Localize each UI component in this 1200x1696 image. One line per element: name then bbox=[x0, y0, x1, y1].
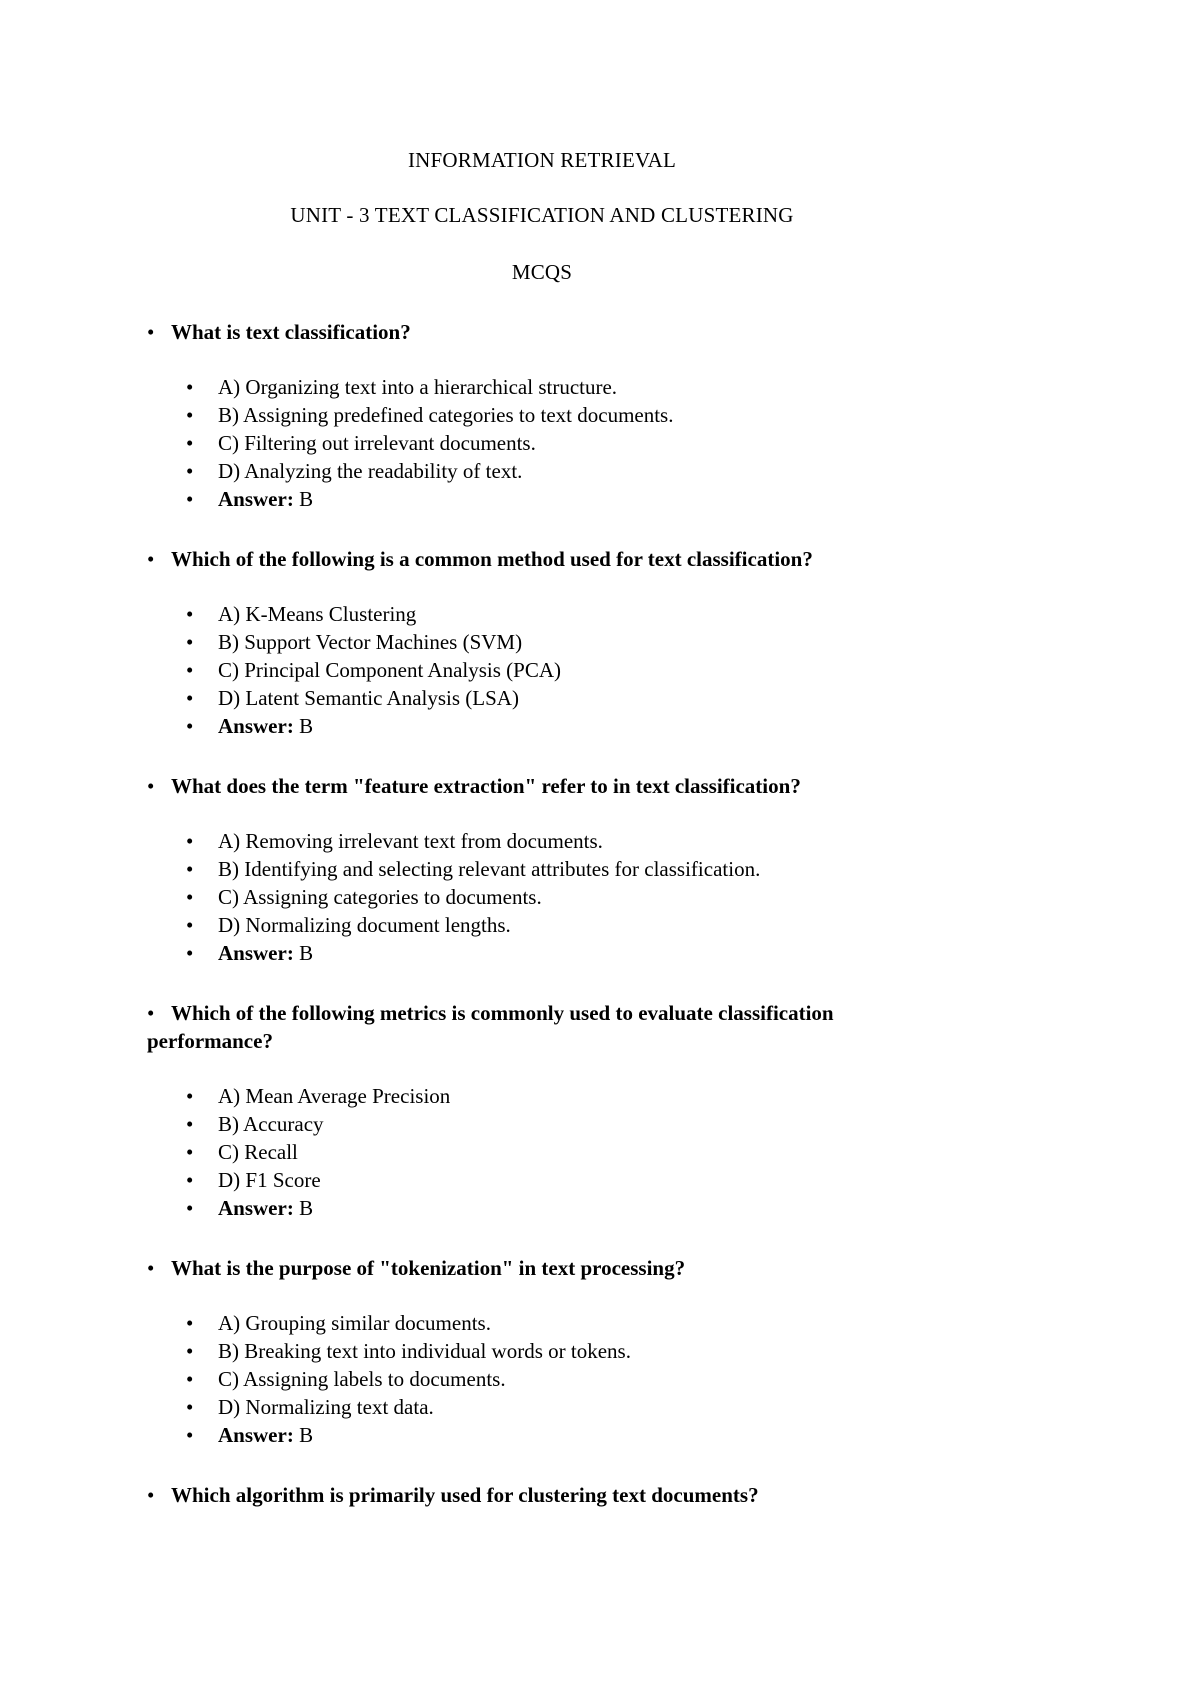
option-c bbox=[186, 1138, 450, 1166]
option-a bbox=[186, 600, 561, 628]
option-text: B) Assigning predefined categories to text documents. bbox=[218, 403, 674, 427]
bullet-icon: • bbox=[147, 774, 155, 798]
bullet-icon: • bbox=[186, 1395, 194, 1419]
question-text: Which of the following metrics is commonly used to evaluate classification performance? bbox=[147, 1001, 839, 1053]
option-a bbox=[186, 1082, 450, 1110]
bullet-icon: • bbox=[186, 941, 194, 965]
section-heading: MCQS bbox=[511, 260, 573, 284]
question-6 bbox=[147, 1481, 967, 1509]
bullet-icon: • bbox=[186, 1196, 194, 1220]
answer-line bbox=[186, 1421, 631, 1449]
question-2 bbox=[147, 545, 967, 573]
option-text: A) Removing irrelevant text from documents. bbox=[218, 829, 603, 853]
option-text: B) Support Vector Machines (SVM) bbox=[218, 630, 523, 654]
answer-label: Answer: bbox=[218, 714, 294, 738]
bullet-icon: • bbox=[186, 375, 194, 399]
option-d bbox=[186, 1166, 450, 1194]
option-b bbox=[186, 401, 673, 429]
option-d bbox=[186, 684, 561, 712]
bullet-icon: • bbox=[186, 431, 194, 455]
option-d bbox=[186, 911, 760, 939]
answer-value: B bbox=[293, 941, 314, 965]
option-text: B) Identifying and selecting relevant attributes for classification. bbox=[218, 857, 761, 881]
option-text: B) Breaking text into individual words or tokens. bbox=[218, 1339, 631, 1363]
option-text: D) Latent Semantic Analysis (LSA) bbox=[218, 686, 519, 710]
option-text: A) Mean Average Precision bbox=[218, 1084, 451, 1108]
subject-heading: INFORMATION RETRIEVAL bbox=[407, 148, 677, 172]
option-b bbox=[186, 628, 561, 656]
option-text: A) K-Means Clustering bbox=[218, 602, 417, 626]
option-text: D) Analyzing the readability of text. bbox=[218, 459, 523, 483]
question-text: Which of the following is a common method used for text classification? bbox=[171, 547, 813, 571]
bullet-icon: • bbox=[186, 487, 194, 511]
option-text: B) Accuracy bbox=[218, 1112, 324, 1136]
option-text: A) Organizing text into a hierarchical structure. bbox=[218, 375, 618, 399]
bullet-icon: • bbox=[186, 459, 194, 483]
bullet-icon: • bbox=[186, 1112, 194, 1136]
bullet-icon: • bbox=[147, 547, 155, 571]
option-b bbox=[186, 1110, 450, 1138]
option-text: C) Assigning labels to documents. bbox=[218, 1367, 506, 1391]
option-text: D) F1 Score bbox=[218, 1168, 321, 1192]
question-text: Which algorithm is primarily used for clustering text documents? bbox=[171, 1483, 759, 1507]
bullet-icon: • bbox=[186, 1423, 194, 1447]
option-text: D) Normalizing document lengths. bbox=[218, 913, 511, 937]
answer-label: Answer: bbox=[218, 1196, 294, 1220]
answer-value: B bbox=[293, 487, 314, 511]
option-a bbox=[186, 373, 673, 401]
bullet-icon: • bbox=[186, 714, 194, 738]
question-text: What does the term "feature extraction" refer to in text classification? bbox=[171, 774, 801, 798]
bullet-icon: • bbox=[186, 913, 194, 937]
answer-line bbox=[186, 1194, 450, 1222]
question-4 bbox=[147, 999, 947, 1055]
answer-line bbox=[186, 712, 561, 740]
option-text: C) Filtering out irrelevant documents. bbox=[218, 431, 536, 455]
bullet-icon: • bbox=[186, 602, 194, 626]
options-list-1 bbox=[186, 373, 673, 513]
bullet-icon: • bbox=[186, 630, 194, 654]
option-text: C) Assigning categories to documents. bbox=[218, 885, 542, 909]
options-list-3 bbox=[186, 827, 760, 967]
option-text: C) Recall bbox=[218, 1140, 298, 1164]
option-text: D) Normalizing text data. bbox=[218, 1395, 434, 1419]
question-1 bbox=[147, 318, 967, 346]
question-3 bbox=[147, 772, 967, 800]
bullet-icon: • bbox=[147, 320, 155, 344]
bullet-icon: • bbox=[186, 885, 194, 909]
bullet-icon: • bbox=[186, 1367, 194, 1391]
question-text: What is text classification? bbox=[171, 320, 411, 344]
answer-label: Answer: bbox=[218, 487, 294, 511]
bullet-icon: • bbox=[186, 829, 194, 853]
option-text: A) Grouping similar documents. bbox=[218, 1311, 491, 1335]
question-text: What is the purpose of "tokenization" in text processing? bbox=[171, 1256, 686, 1280]
option-c bbox=[186, 656, 561, 684]
bullet-icon: • bbox=[186, 686, 194, 710]
options-list-4 bbox=[186, 1082, 450, 1222]
answer-line bbox=[186, 939, 760, 967]
unit-heading: UNIT - 3 TEXT CLASSIFICATION AND CLUSTERING bbox=[290, 203, 794, 227]
bullet-icon: • bbox=[186, 658, 194, 682]
option-c bbox=[186, 1365, 631, 1393]
bullet-icon: • bbox=[147, 1256, 155, 1280]
bullet-icon: • bbox=[186, 403, 194, 427]
bullet-icon: • bbox=[186, 857, 194, 881]
option-b bbox=[186, 855, 760, 883]
question-5 bbox=[147, 1254, 967, 1282]
options-list-2 bbox=[186, 600, 561, 740]
bullet-icon: • bbox=[186, 1084, 194, 1108]
option-c bbox=[186, 429, 673, 457]
bullet-icon: • bbox=[186, 1311, 194, 1335]
answer-value: B bbox=[293, 714, 314, 738]
answer-label: Answer: bbox=[218, 1423, 294, 1447]
answer-line bbox=[186, 485, 673, 513]
option-a bbox=[186, 827, 760, 855]
answer-label: Answer: bbox=[218, 941, 294, 965]
options-list-5 bbox=[186, 1309, 631, 1449]
option-text: C) Principal Component Analysis (PCA) bbox=[218, 658, 561, 682]
bullet-icon: • bbox=[186, 1339, 194, 1363]
answer-value: B bbox=[293, 1196, 314, 1220]
bullet-icon: • bbox=[186, 1140, 194, 1164]
option-c bbox=[186, 883, 760, 911]
bullet-icon: • bbox=[186, 1168, 194, 1192]
option-b bbox=[186, 1337, 631, 1365]
bullet-icon: • bbox=[147, 1001, 155, 1025]
option-d bbox=[186, 457, 673, 485]
option-a bbox=[186, 1309, 631, 1337]
option-d bbox=[186, 1393, 631, 1421]
answer-value: B bbox=[293, 1423, 314, 1447]
bullet-icon: • bbox=[147, 1483, 155, 1507]
